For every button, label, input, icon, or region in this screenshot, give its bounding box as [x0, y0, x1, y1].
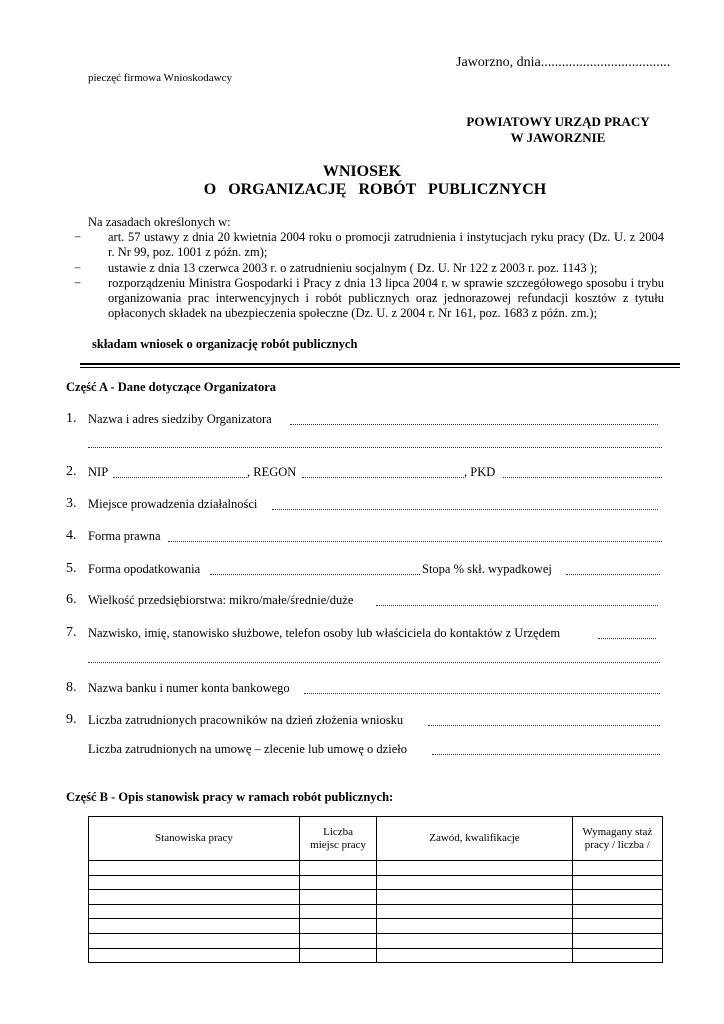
part-a-heading: Część A - Dane dotyczące Organizatora	[66, 380, 277, 394]
table-cell[interactable]	[377, 904, 572, 919]
tax-form-field[interactable]	[210, 574, 420, 575]
employee-count-field[interactable]	[428, 725, 660, 726]
table-row	[89, 919, 663, 934]
table-cell[interactable]	[299, 933, 376, 948]
table-row	[89, 861, 663, 876]
table-cell[interactable]	[572, 890, 662, 905]
table-cell[interactable]	[377, 948, 572, 963]
table-cell[interactable]	[299, 904, 376, 919]
item-number: 3.	[66, 496, 77, 511]
table-cell[interactable]	[572, 861, 662, 876]
section-divider	[80, 367, 680, 368]
document-title: WNIOSEK	[322, 163, 402, 180]
organizer-name-field[interactable]	[290, 424, 658, 425]
bullet-dash: −	[74, 275, 82, 290]
table-cell[interactable]	[377, 875, 572, 890]
place-date-field[interactable]: Jaworzno, dnia.....................................	[456, 55, 671, 70]
contact-person-label: Nazwisko, imię, stanowisko służbowe, telefon osoby lub właściciela do kontaktów z Urzędem	[88, 626, 561, 640]
column-header-places: Liczba miejsc pracy	[299, 817, 376, 861]
section-divider	[80, 363, 680, 365]
table-header-row	[89, 817, 663, 861]
organizer-address-field[interactable]	[88, 447, 662, 448]
table-cell[interactable]	[377, 919, 572, 934]
legal-basis-lead: Na zasadach określonych w:	[88, 215, 231, 229]
table-cell[interactable]	[89, 861, 300, 876]
item-number: 6.	[66, 592, 77, 607]
column-header-positions: Stanowiska pracy	[89, 817, 300, 861]
legal-basis-item: − art. 57 ustawy z dnia 20 kwietnia 2004 roku o promocji zatrudnienia i instytucjach ryku pracy (Dz. U. z 2004 r. Nr 99, poz. 1001 z późn. zm);	[74, 230, 664, 260]
column-header-experience: Wymagany staż pracy / liczba /	[572, 817, 662, 861]
table-cell[interactable]	[572, 948, 662, 963]
contract-count-field[interactable]	[432, 754, 660, 755]
job-positions-table	[88, 816, 663, 963]
legal-basis-item: − rozporządzeniu Ministra Gospodarki i Pracy z dnia 13 lipca 2004 r. w sprawie szczegółowego sposobu i trybu organizowania prac interwencyjnych i robót publicznych oraz jednorazowej refundacji kosztów z tytułu opłaconych składek na ubezpieczenia społeczne (Dz. U. z 2004 r. Nr 161, poz. 1683 z późn. zm.);	[74, 275, 664, 321]
accident-rate-label: Stopa % skł. wypadkowej	[422, 562, 552, 576]
table-cell[interactable]	[299, 890, 376, 905]
company-stamp-label: pieczęć firmowa Wnioskodawcy	[88, 72, 232, 84]
table-cell[interactable]	[89, 904, 300, 919]
item-number: 7.	[66, 625, 77, 640]
table-cell[interactable]	[299, 875, 376, 890]
item-number: 2.	[66, 464, 77, 479]
table-row	[89, 933, 663, 948]
nip-label: NIP	[88, 465, 109, 479]
table-cell[interactable]	[299, 861, 376, 876]
bank-account-field[interactable]	[304, 693, 660, 694]
legal-form-field[interactable]	[168, 541, 662, 542]
table-cell[interactable]	[299, 919, 376, 934]
legal-basis-item: − ustawie z dnia 13 czerwca 2003 r. o zatrudnieniu socjalnym ( Dz. U. Nr 122 z 2003 r. poz. 1143 );	[74, 260, 598, 275]
regon-label: , REGON	[247, 465, 297, 479]
item-number: 5.	[66, 561, 77, 576]
regon-field[interactable]	[302, 477, 464, 478]
table-cell[interactable]	[377, 890, 572, 905]
table-cell[interactable]	[89, 890, 300, 905]
office-name-line2: W JAWORZNIE	[510, 130, 606, 145]
document-subtitle: O ORGANIZACJĘ ROBÓT PUBLICZNYCH	[203, 181, 547, 198]
bullet-dash: −	[74, 260, 82, 275]
employee-count-label: Liczba zatrudnionych pracowników na dzień złożenia wniosku	[88, 713, 404, 727]
business-location-label: Miejsce prowadzenia działalności	[88, 497, 258, 511]
table-cell[interactable]	[89, 875, 300, 890]
table-cell[interactable]	[89, 933, 300, 948]
table-cell[interactable]	[89, 919, 300, 934]
item-number: 1.	[66, 411, 77, 426]
table-cell[interactable]	[89, 948, 300, 963]
part-b-heading: Część B - Opis stanowisk pracy w ramach robót publicznych:	[66, 790, 394, 804]
pkd-label: , PKD	[464, 465, 496, 479]
contract-count-label: Liczba zatrudnionych na umowę – zlecenie lub umowę o dzieło	[88, 742, 407, 756]
accident-rate-field[interactable]	[566, 574, 660, 575]
table-cell[interactable]	[299, 948, 376, 963]
pkd-field[interactable]	[503, 477, 662, 478]
column-header-qualifications: Zawód, kwalifikacje	[377, 817, 572, 861]
legal-form-label: Forma prawna	[88, 529, 161, 543]
contact-person-field-line2[interactable]	[88, 662, 660, 663]
nip-field[interactable]	[113, 477, 247, 478]
tax-form-label: Forma opodatkowania	[88, 562, 201, 576]
legal-basis	[74, 215, 664, 321]
table-cell[interactable]	[572, 919, 662, 934]
table-cell[interactable]	[377, 933, 572, 948]
table-cell[interactable]	[377, 861, 572, 876]
company-size-field[interactable]	[376, 605, 658, 606]
organizer-name-label: Nazwa i adres siedziby Organizatora	[88, 412, 272, 426]
contact-person-field[interactable]	[598, 638, 656, 639]
bullet-dash: −	[74, 230, 82, 245]
table-row	[89, 875, 663, 890]
business-location-field[interactable]	[272, 509, 658, 510]
table-row	[89, 904, 663, 919]
request-statement: składam wniosek o organizację robót publicznych	[92, 337, 358, 351]
bank-account-label: Nazwa banku i numer konta bankowego	[88, 681, 290, 695]
table-row	[89, 948, 663, 963]
table-cell[interactable]	[572, 875, 662, 890]
item-number: 4.	[66, 528, 77, 543]
table-row	[89, 890, 663, 905]
company-size-label: Wielkość przedsiębiorstwa: mikro/małe/średnie/duże	[88, 593, 354, 607]
item-number: 9.	[66, 712, 77, 727]
table-cell[interactable]	[572, 904, 662, 919]
item-number: 8.	[66, 680, 77, 695]
table-cell[interactable]	[572, 933, 662, 948]
office-name-line1: POWIATOWY URZĄD PRACY	[466, 114, 650, 129]
